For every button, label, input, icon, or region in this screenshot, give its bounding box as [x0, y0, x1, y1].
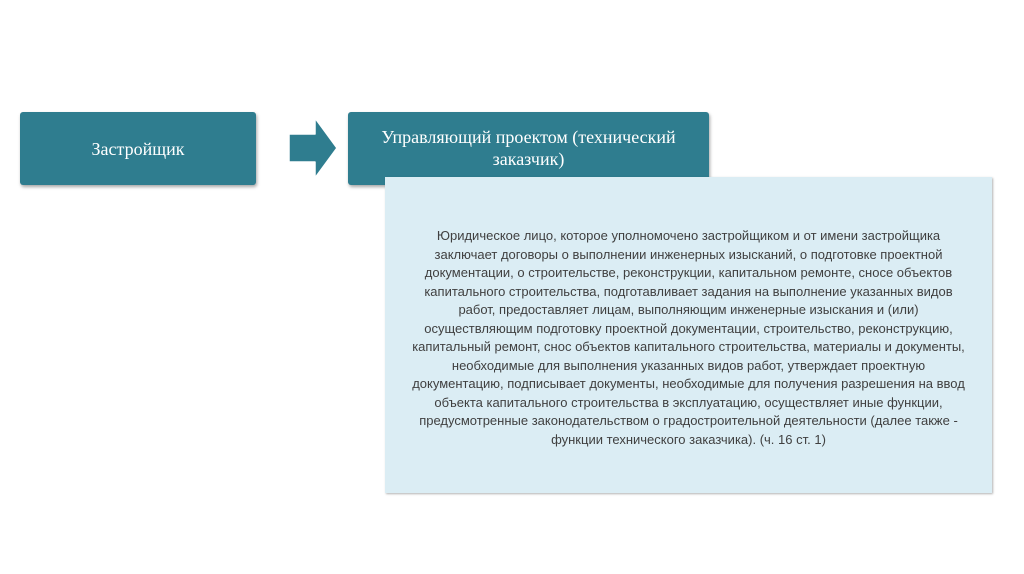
- definition-box: [385, 177, 992, 493]
- definition-text: Юридическое лицо, которое уполномочено застройщиком и от имени застройщика заключает договоры о выполнении инженерных изысканий, о подготовке проектной документации, о строительстве, реконструкции, капитальном ремонте, сносе объектов капитального строительства, подготавливает задания на выполнение указанных видов работ, предоставляет лицам, выполняющим инженерные изыскания и (или) осуществляющим подготовку проектной документации, строительство, реконструкцию, капитальный ремонт, снос объектов капитального строительства, материалы и документы, необходимые для выполнения указанных видов работ, утверждает проектную документацию, подписывает документы, необходимые для получения разрешения на ввод объекта капитального строительства в эксплуатацию, осуществляет иные функции, предусмотренные законодательством о градостроительной деятельности (далее также - функции технического заказчика). (ч. 16 ст. 1): [412, 228, 965, 447]
- developer-box: [20, 112, 256, 185]
- developer-label: Застройщик: [91, 138, 185, 159]
- arrow-shape: [289, 118, 337, 178]
- technical-customer-box: [348, 112, 709, 185]
- right-arrow-icon: [289, 118, 337, 178]
- technical-customer-label: Управляющий проектом (технический заказчик): [381, 127, 676, 169]
